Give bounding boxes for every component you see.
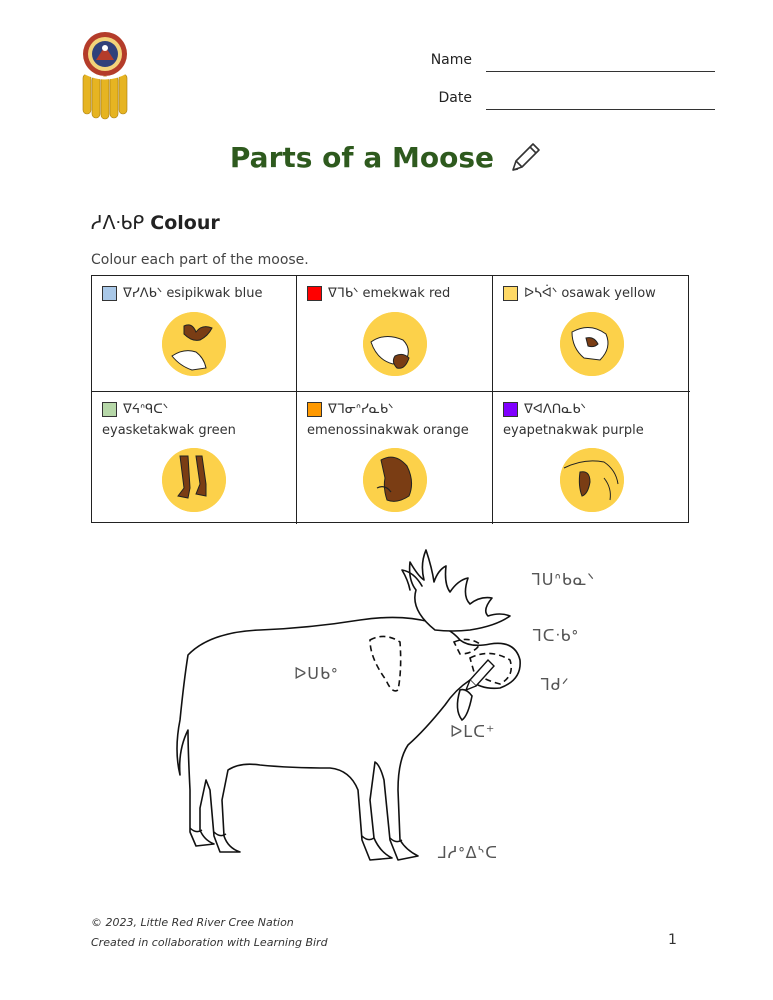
label-ears: ᒣᑕᐧᑲᐤ (532, 626, 579, 645)
blue-swatch (102, 286, 117, 301)
name-label: Name (430, 52, 472, 68)
bell-part-icon (363, 312, 427, 376)
cell-label: eyapetnakwak purple (503, 423, 644, 438)
date-line[interactable] (486, 109, 715, 110)
heading-syllabics: ᓱᐱᐧᑲᑭ (91, 212, 145, 234)
cell-label: eyasketakwak green (102, 423, 236, 438)
colour-cell-blue (92, 276, 297, 392)
body-part-icon (560, 448, 624, 512)
cell-label: osawak yellow (561, 286, 656, 301)
cell-label: esipikwak blue (166, 286, 263, 301)
ears-part-icon (560, 312, 624, 376)
cell-syllabics: ᐁᒣᑲᐠ (328, 286, 359, 301)
label-hooves: ᒧᓱᐤᐃᔅᑕ (437, 843, 498, 862)
nation-logo (74, 30, 136, 120)
nose-part-icon (363, 448, 427, 512)
colour-key-table (91, 275, 689, 523)
page-number: 1 (668, 932, 677, 948)
title-row (0, 140, 773, 174)
name-field[interactable] (400, 52, 720, 76)
label-body: ᐅᑌᑲᐤ (294, 664, 339, 683)
name-line[interactable] (486, 71, 715, 72)
credit-text: Created in collaboration with Learning Bird (91, 936, 328, 949)
date-field[interactable] (400, 90, 720, 114)
date-label: Date (438, 90, 472, 106)
moose-illustration (170, 540, 540, 880)
antlers-part-icon (162, 312, 226, 376)
heading-english: Colour (150, 212, 220, 234)
colour-cell-red (297, 276, 493, 392)
instruction-text: Colour each part of the moose. (91, 252, 309, 268)
cell-label: emekwak red (362, 286, 451, 301)
cell-syllabics: ᐁᐊᐱᑎᓇᑲᐠ (524, 402, 587, 417)
colour-cell-orange (297, 392, 493, 524)
copyright-text: © 2023, Little Red River Cree Nation (91, 916, 294, 929)
yellow-swatch (503, 286, 518, 301)
label-nose: ᒣᑯᐟ (540, 675, 570, 694)
hooves-part-icon (162, 448, 226, 512)
orange-swatch (307, 402, 322, 417)
green-swatch (102, 402, 117, 417)
cell-syllabics: ᐁᔦᐢᑫᑕᐠ (123, 402, 169, 417)
colour-cell-purple (493, 392, 690, 524)
cell-syllabics: ᐁᒣᓂᐢᓯᓇᑲᐠ (328, 402, 394, 417)
label-antlers: ᒣᑌᐢᑲᓇᐠ (531, 570, 596, 589)
cell-syllabics: ᐅᓴᐋᐠ (524, 286, 558, 301)
page-title: Parts of a Moose (229, 140, 494, 174)
pencil-icon (509, 140, 543, 174)
colour-cell-yellow (493, 276, 690, 392)
cell-label: emenossinakwak orange (307, 423, 469, 438)
cell-syllabics: ᐁᓯᐱᑲᐠ (123, 286, 163, 301)
colour-heading (91, 212, 220, 234)
red-swatch (307, 286, 322, 301)
purple-swatch (503, 402, 518, 417)
colour-cell-green (92, 392, 297, 524)
label-bell: ᐅᒪᑕ⁺ (450, 722, 496, 741)
